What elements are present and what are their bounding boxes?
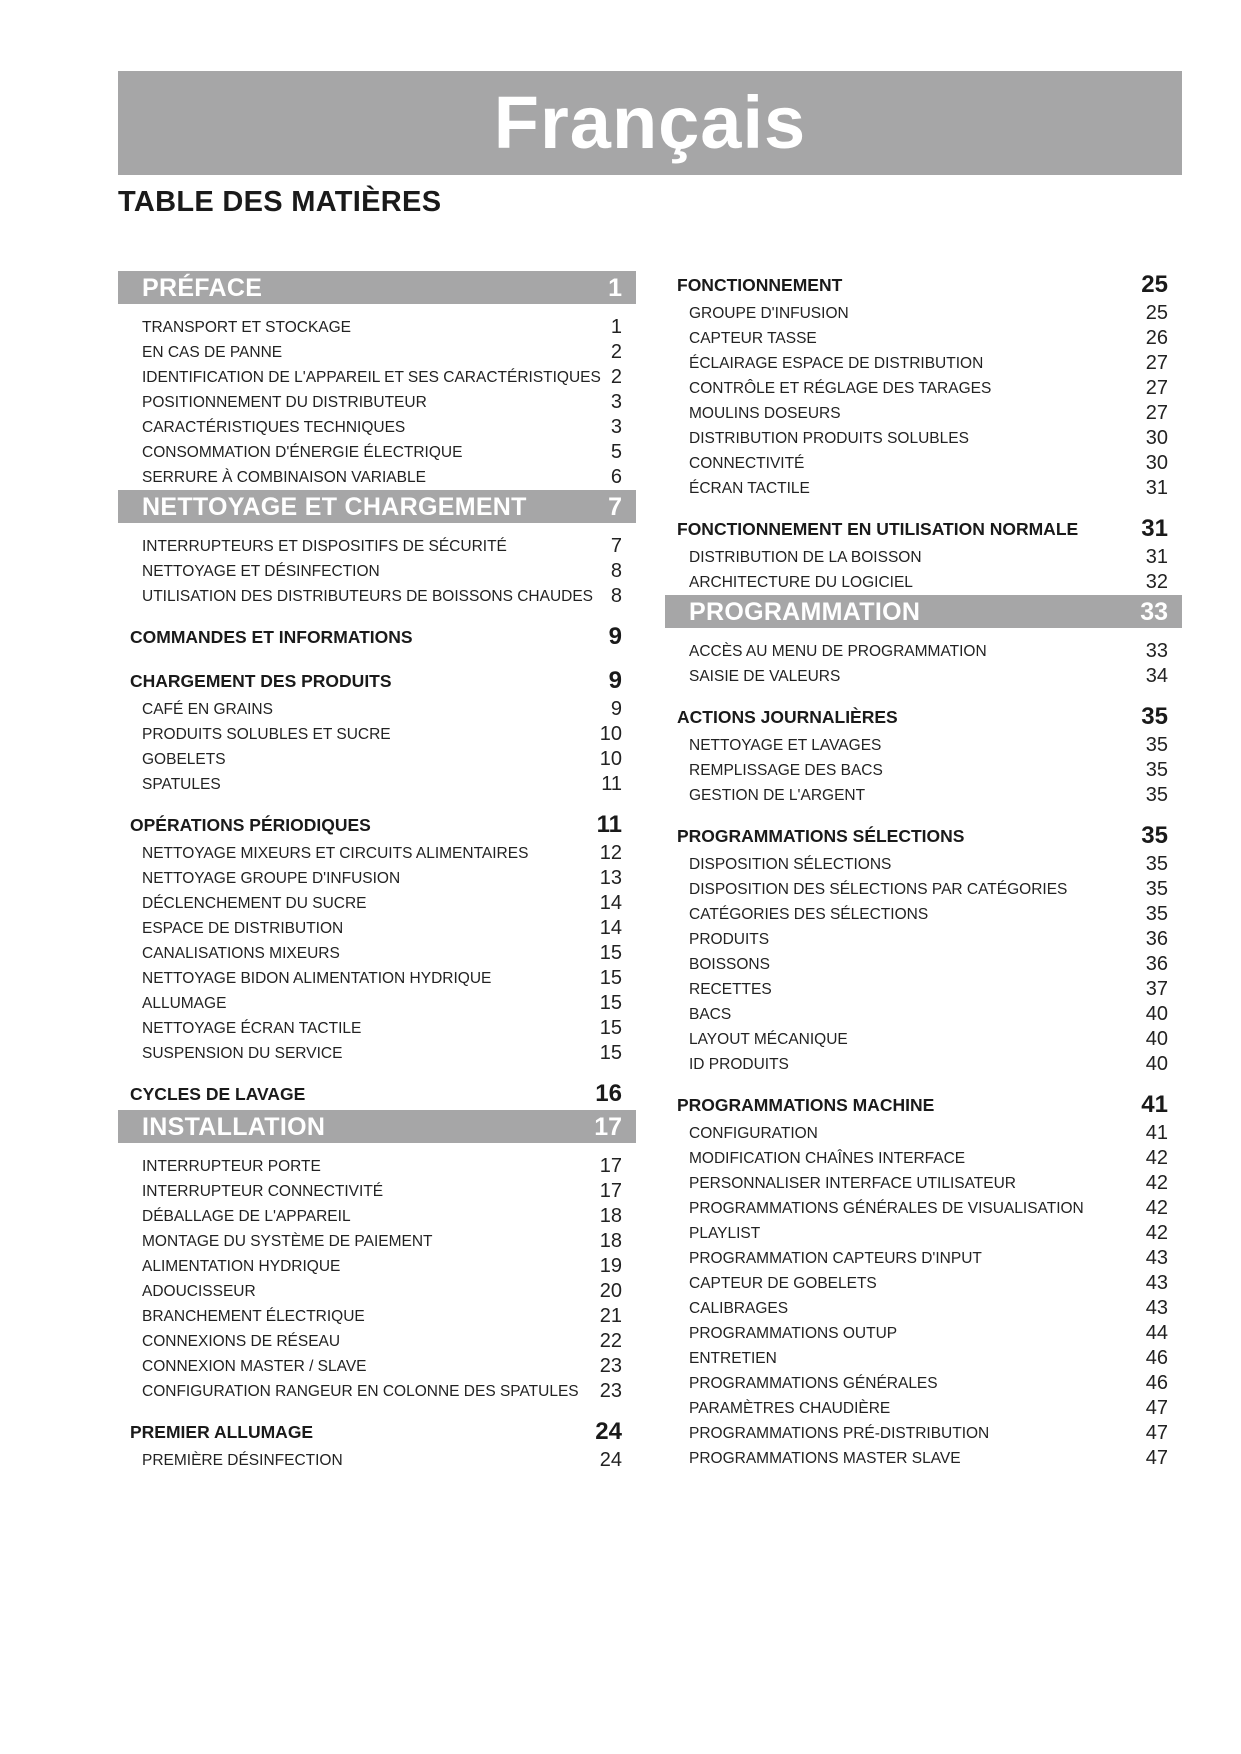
- toc-entry-page-number: 31: [1145, 546, 1168, 568]
- toc-section[interactable]: [118, 271, 636, 304]
- toc-entry-page-number: 15: [599, 942, 622, 964]
- toc-subsection-page-number: 31: [1141, 515, 1168, 542]
- toc-entry-page-number: 40: [1145, 1053, 1168, 1075]
- toc-entry[interactable]: [118, 584, 636, 609]
- toc-entry-label: PROGRAMMATION CAPTEURS D'INPUT: [689, 1250, 982, 1267]
- toc-subsection-page-number: 9: [608, 667, 622, 694]
- toc-subsection-label: PREMIER ALLUMAGE: [130, 1422, 314, 1442]
- toc-entry-label: BACS: [689, 1006, 732, 1023]
- toc-entry-label: MOULINS DOSEURS: [689, 405, 841, 422]
- toc-entry-label: ÉCLAIRAGE ESPACE DE DISTRIBUTION: [689, 355, 984, 372]
- toc-entry[interactable]: [118, 1354, 636, 1379]
- toc-entry[interactable]: [665, 1196, 1182, 1221]
- toc-subsection[interactable]: [665, 1091, 1182, 1121]
- toc-entry[interactable]: [118, 1448, 636, 1473]
- toc-entry-label: CARACTÉRISTIQUES TECHNIQUES: [142, 419, 406, 436]
- toc-entry-page-number: 15: [599, 967, 622, 989]
- toc-entry-page-number: 30: [1145, 452, 1168, 474]
- toc-entry-page-number: 13: [599, 867, 622, 889]
- toc-subsection[interactable]: [118, 1080, 636, 1110]
- toc-entry[interactable]: [665, 1446, 1182, 1471]
- toc-right-column: [665, 271, 1182, 1471]
- toc-entry[interactable]: [665, 1121, 1182, 1146]
- toc-entry-label: ÉCRAN TACTILE: [689, 480, 810, 497]
- toc-subsection[interactable]: [118, 1418, 636, 1448]
- toc-entry-label: DÉCLENCHEMENT DU SUCRE: [142, 895, 367, 912]
- toc-entry[interactable]: [118, 559, 636, 584]
- toc-entry-page-number: 18: [599, 1205, 622, 1227]
- toc-entry-page-number: 40: [1145, 1028, 1168, 1050]
- toc-entry[interactable]: [118, 1041, 636, 1066]
- toc-subsection-page-number: 9: [608, 623, 622, 650]
- toc-entry-label: CAPTEUR TASSE: [689, 330, 817, 347]
- toc-entry-label: DISPOSITION SÉLECTIONS: [689, 856, 892, 873]
- toc-entry[interactable]: [665, 902, 1182, 927]
- toc-entry-label: SUSPENSION DU SERVICE: [142, 1045, 343, 1062]
- toc-entry-page-number: 10: [599, 748, 622, 770]
- toc-entry-label: NETTOYAGE MIXEURS ET CIRCUITS ALIMENTAIRES: [142, 845, 529, 862]
- toc-entry[interactable]: [665, 1002, 1182, 1027]
- toc-entry[interactable]: [118, 1304, 636, 1329]
- toc-entry-label: SERRURE À COMBINAISON VARIABLE: [142, 469, 426, 486]
- toc-entry-label: CONTRÔLE ET RÉGLAGE DES TARAGES: [689, 380, 992, 397]
- toc-entry[interactable]: [665, 426, 1182, 451]
- toc-entry-label: NETTOYAGE ET LAVAGES: [689, 737, 882, 754]
- toc-entry[interactable]: [665, 1346, 1182, 1371]
- toc-entry[interactable]: [118, 747, 636, 772]
- toc-entry-label: CATÉGORIES DES SÉLECTIONS: [689, 906, 929, 923]
- toc-entry-page-number: 11: [601, 773, 622, 795]
- toc-subsection[interactable]: [118, 667, 636, 697]
- toc-entry-label: INTERRUPTEUR PORTE: [142, 1158, 321, 1175]
- toc-entry-page-number: 35: [1145, 784, 1168, 806]
- toc-entry-label: PROGRAMMATIONS MASTER SLAVE: [689, 1450, 961, 1467]
- toc-entry[interactable]: [118, 465, 636, 490]
- toc-entry-label: DISPOSITION DES SÉLECTIONS PAR CATÉGORIES: [689, 881, 1068, 898]
- toc-entry-page-number: 35: [1145, 734, 1168, 756]
- toc-entry-page-number: 35: [1145, 759, 1168, 781]
- toc-subsection[interactable]: [118, 811, 636, 841]
- toc-entry[interactable]: [118, 1204, 636, 1229]
- toc-section-label: PRÉFACE: [142, 274, 263, 302]
- toc-entry-page-number: 10: [599, 723, 622, 745]
- toc-entry[interactable]: [118, 866, 636, 891]
- toc-entry[interactable]: [118, 390, 636, 415]
- toc-entry-page-number: 31: [1145, 477, 1168, 499]
- toc-subsection-label: ACTIONS JOURNALIÈRES: [677, 707, 898, 727]
- toc-entry-page-number: 37: [1145, 978, 1168, 1000]
- toc-section-page-number: 33: [1140, 598, 1168, 626]
- toc-left-column: [118, 271, 636, 1473]
- toc-entry[interactable]: [118, 1154, 636, 1179]
- language-title: Français: [493, 81, 807, 164]
- toc-entry[interactable]: [118, 697, 636, 722]
- toc-entry-label: CONFIGURATION: [689, 1125, 818, 1142]
- toc-entry-label: ADOUCISSEUR: [142, 1283, 256, 1300]
- toc-entry-page-number: 47: [1145, 1397, 1168, 1419]
- toc-entry[interactable]: [665, 1296, 1182, 1321]
- toc-entry-page-number: 43: [1145, 1247, 1168, 1269]
- toc-entry-label: CAFÉ EN GRAINS: [142, 701, 273, 718]
- toc-entry-label: ALLUMAGE: [142, 995, 227, 1012]
- toc-entry[interactable]: [665, 1171, 1182, 1196]
- toc-title: TABLE DES MATIÈRES: [118, 186, 442, 218]
- toc-entry[interactable]: [118, 534, 636, 559]
- toc-entry[interactable]: [118, 1016, 636, 1041]
- toc-entry-label: DISTRIBUTION DE LA BOISSON: [689, 549, 922, 566]
- toc-section-page-number: 1: [608, 274, 622, 302]
- toc-entry-page-number: 22: [599, 1330, 622, 1352]
- toc-entry-page-number: 23: [599, 1355, 622, 1377]
- toc-entry-label: PROGRAMMATIONS OUTUP: [689, 1325, 898, 1342]
- toc-entry-label: TRANSPORT ET STOCKAGE: [142, 319, 352, 336]
- toc-entry[interactable]: [118, 941, 636, 966]
- toc-subsection-label: FONCTIONNEMENT EN UTILISATION NORMALE: [677, 519, 1079, 539]
- toc-entry-page-number: 36: [1145, 953, 1168, 975]
- toc-section[interactable]: [118, 1110, 636, 1143]
- toc-entry-label: BRANCHEMENT ÉLECTRIQUE: [142, 1308, 365, 1325]
- toc-entry-label: SPATULES: [142, 776, 221, 793]
- toc-entry-label: UTILISATION DES DISTRIBUTEURS DE BOISSONS CHAUDES: [142, 588, 594, 605]
- toc-entry[interactable]: [118, 415, 636, 440]
- toc-entry-label: PRODUITS SOLUBLES ET SUCRE: [142, 726, 391, 743]
- toc-entry-label: GESTION DE L'ARGENT: [689, 787, 866, 804]
- toc-entry[interactable]: [665, 401, 1182, 426]
- toc-entry-label: ENTRETIEN: [689, 1350, 777, 1367]
- toc-entry-page-number: 15: [599, 1042, 622, 1064]
- toc-entry[interactable]: [118, 1379, 636, 1404]
- toc-entry-label: CONNEXION MASTER / SLAVE: [142, 1358, 367, 1375]
- toc-section[interactable]: [665, 595, 1182, 628]
- toc-entry[interactable]: [118, 772, 636, 797]
- toc-entry-label: IDENTIFICATION DE L'APPAREIL ET SES CARACTÉRISTIQUES: [142, 369, 601, 386]
- toc-entry-label: MODIFICATION CHAÎNES INTERFACE: [689, 1150, 966, 1167]
- toc-section-page-number: 7: [608, 493, 622, 521]
- toc-entry-page-number: 42: [1145, 1172, 1168, 1194]
- toc-entry[interactable]: [118, 315, 636, 340]
- toc-subsection-label: FONCTIONNEMENT: [677, 275, 843, 295]
- toc-entry-page-number: 14: [599, 892, 622, 914]
- toc-entry[interactable]: [665, 733, 1182, 758]
- toc-entry[interactable]: [665, 1321, 1182, 1346]
- toc-entry-label: NETTOYAGE ÉCRAN TACTILE: [142, 1020, 362, 1037]
- toc-subsection-label: COMMANDES ET INFORMATIONS: [130, 627, 413, 647]
- toc-entry[interactable]: [118, 1179, 636, 1204]
- toc-entry[interactable]: [665, 758, 1182, 783]
- toc-entry-page-number: 42: [1145, 1197, 1168, 1219]
- toc-entry[interactable]: [665, 877, 1182, 902]
- toc-entry[interactable]: [118, 365, 636, 390]
- toc-subsection-label: OPÉRATIONS PÉRIODIQUES: [130, 815, 371, 835]
- toc-entry-page-number: 20: [599, 1280, 622, 1302]
- toc-entry-label: CONNECTIVITÉ: [689, 455, 805, 472]
- toc-entry[interactable]: [665, 639, 1182, 664]
- toc-entry[interactable]: [118, 722, 636, 747]
- toc-entry[interactable]: [665, 664, 1182, 689]
- toc-entry[interactable]: [665, 545, 1182, 570]
- toc-subsection[interactable]: [665, 271, 1182, 301]
- toc-entry-page-number: 35: [1145, 878, 1168, 900]
- toc-entry-label: CONFIGURATION RANGEUR EN COLONNE DES SPATULES: [142, 1383, 579, 1400]
- toc-entry[interactable]: [118, 440, 636, 465]
- toc-subsection-page-number: 11: [596, 811, 622, 838]
- toc-entry-label: DÉBALLAGE DE L'APPAREIL: [142, 1208, 351, 1225]
- toc-entry[interactable]: [665, 852, 1182, 877]
- toc-entry[interactable]: [665, 952, 1182, 977]
- toc-entry-label: SAISIE DE VALEURS: [689, 668, 841, 685]
- toc-entry-label: CONNEXIONS DE RÉSEAU: [142, 1333, 341, 1350]
- toc-entry-label: DISTRIBUTION PRODUITS SOLUBLES: [689, 430, 969, 447]
- toc-entry[interactable]: [665, 1221, 1182, 1246]
- toc-entry-page-number: 41: [1145, 1122, 1168, 1144]
- toc-entry-label: NETTOYAGE BIDON ALIMENTATION HYDRIQUE: [142, 970, 492, 987]
- toc-entry-page-number: 43: [1145, 1272, 1168, 1294]
- toc-section[interactable]: [118, 490, 636, 523]
- toc-entry[interactable]: [665, 1146, 1182, 1171]
- language-banner: [118, 71, 1182, 175]
- toc-entry-page-number: 24: [599, 1449, 622, 1471]
- toc-entry-page-number: 27: [1145, 377, 1168, 399]
- toc-entry-page-number: 17: [599, 1180, 622, 1202]
- toc-entry[interactable]: [118, 1279, 636, 1304]
- toc-entry-label: GOBELETS: [142, 751, 226, 768]
- toc-entry-label: EN CAS DE PANNE: [142, 344, 283, 361]
- toc-entry-label: ALIMENTATION HYDRIQUE: [142, 1258, 341, 1275]
- toc-entry-label: NETTOYAGE GROUPE D'INFUSION: [142, 870, 401, 887]
- toc-entry-page-number: 12: [599, 842, 622, 864]
- toc-entry[interactable]: [665, 570, 1182, 595]
- toc-entry[interactable]: [665, 351, 1182, 376]
- toc-entry-page-number: 5: [610, 441, 622, 463]
- toc-entry-page-number: 14: [599, 917, 622, 939]
- toc-entry-page-number: 2: [610, 366, 622, 388]
- toc-entry[interactable]: [665, 1371, 1182, 1396]
- toc-entry-label: MONTAGE DU SYSTÈME DE PAIEMENT: [142, 1233, 433, 1250]
- toc-entry-page-number: 44: [1145, 1322, 1168, 1344]
- toc-entry-label: ARCHITECTURE DU LOGICIEL: [689, 574, 913, 591]
- toc-entry[interactable]: [118, 1229, 636, 1254]
- toc-subsection-label: PROGRAMMATIONS SÉLECTIONS: [677, 826, 965, 846]
- toc-section-label: INSTALLATION: [142, 1113, 326, 1141]
- toc-entry-label: ACCÈS AU MENU DE PROGRAMMATION: [689, 643, 987, 660]
- toc-entry-page-number: 32: [1145, 571, 1168, 593]
- toc-entry-label: CAPTEUR DE GOBELETS: [689, 1275, 877, 1292]
- toc-entry-page-number: 26: [1145, 327, 1168, 349]
- toc-subsection-page-number: 35: [1141, 822, 1168, 849]
- toc-entry-page-number: 3: [610, 391, 622, 413]
- toc-entry[interactable]: [665, 927, 1182, 952]
- toc-entry[interactable]: [665, 1271, 1182, 1296]
- toc-entry-label: NETTOYAGE ET DÉSINFECTION: [142, 563, 380, 580]
- toc-subsection[interactable]: [665, 515, 1182, 545]
- toc-entry[interactable]: [118, 340, 636, 365]
- toc-entry-page-number: 25: [1145, 302, 1168, 324]
- toc-entry-page-number: 7: [610, 535, 622, 557]
- toc-entry-page-number: 46: [1145, 1347, 1168, 1369]
- toc-subsection-label: PROGRAMMATIONS MACHINE: [677, 1095, 935, 1115]
- toc-subsection-page-number: 25: [1141, 271, 1168, 298]
- toc-entry[interactable]: [118, 1329, 636, 1354]
- toc-entry-page-number: 33: [1145, 640, 1168, 662]
- toc-entry-page-number: 27: [1145, 352, 1168, 374]
- toc-entry-label: PREMIÈRE DÉSINFECTION: [142, 1452, 343, 1469]
- toc-entry-page-number: 1: [610, 316, 622, 338]
- toc-entry-label: INTERRUPTEURS ET DISPOSITIFS DE SÉCURITÉ: [142, 538, 507, 555]
- toc-entry[interactable]: [118, 916, 636, 941]
- toc-entry[interactable]: [118, 841, 636, 866]
- toc-entry-page-number: 35: [1145, 853, 1168, 875]
- toc-entry-page-number: 42: [1145, 1222, 1168, 1244]
- toc-entry-page-number: 8: [610, 560, 622, 582]
- toc-section-label: NETTOYAGE ET CHARGEMENT: [142, 493, 527, 521]
- toc-entry-label: ESPACE DE DISTRIBUTION: [142, 920, 344, 937]
- toc-entry[interactable]: [665, 476, 1182, 501]
- toc-subsection-label: CHARGEMENT DES PRODUITS: [130, 671, 392, 691]
- toc-entry-label: CALIBRAGES: [689, 1300, 789, 1317]
- toc-subsection[interactable]: [118, 623, 636, 653]
- toc-entry[interactable]: [665, 301, 1182, 326]
- toc-entry[interactable]: [118, 966, 636, 991]
- toc-entry-label: POSITIONNEMENT DU DISTRIBUTEUR: [142, 394, 427, 411]
- toc-entry-page-number: 3: [610, 416, 622, 438]
- toc-entry-label: CONSOMMATION D'ÉNERGIE ÉLECTRIQUE: [142, 444, 463, 461]
- toc-entry[interactable]: [665, 1396, 1182, 1421]
- toc-entry-page-number: 18: [599, 1230, 622, 1252]
- toc-entry-page-number: 19: [599, 1255, 622, 1277]
- toc-entry-page-number: 34: [1145, 665, 1168, 687]
- toc-entry[interactable]: [665, 1246, 1182, 1271]
- toc-entry-page-number: 9: [610, 698, 622, 720]
- toc-entry-page-number: 6: [610, 466, 622, 488]
- toc-subsection-page-number: 16: [595, 1080, 622, 1107]
- toc-entry[interactable]: [665, 376, 1182, 401]
- toc-entry-page-number: 40: [1145, 1003, 1168, 1025]
- toc-entry-page-number: 36: [1145, 928, 1168, 950]
- toc-entry[interactable]: [118, 1254, 636, 1279]
- toc-subsection[interactable]: [665, 703, 1182, 733]
- toc-entry-label: BOISSONS: [689, 956, 770, 973]
- toc-entry-page-number: 27: [1145, 402, 1168, 424]
- toc-entry-page-number: 21: [599, 1305, 622, 1327]
- toc-subsection-page-number: 41: [1141, 1091, 1168, 1118]
- toc-entry-label: PROGRAMMATIONS GÉNÉRALES DE VISUALISATION: [689, 1200, 1084, 1217]
- toc-entry-page-number: 23: [599, 1380, 622, 1402]
- toc-subsection-label: CYCLES DE LAVAGE: [130, 1084, 306, 1104]
- toc-entry[interactable]: [665, 977, 1182, 1002]
- toc-entry-page-number: 17: [599, 1155, 622, 1177]
- toc-entry-page-number: 47: [1145, 1422, 1168, 1444]
- toc-entry-label: CANALISATIONS MIXEURS: [142, 945, 340, 962]
- toc-entry-page-number: 35: [1145, 903, 1168, 925]
- toc-entry-page-number: 15: [599, 1017, 622, 1039]
- toc-entry-label: ID PRODUITS: [689, 1056, 789, 1073]
- toc-entry[interactable]: [665, 1421, 1182, 1446]
- toc-entry-label: REMPLISSAGE DES BACS: [689, 762, 883, 779]
- toc-entry-label: PLAYLIST: [689, 1225, 761, 1242]
- toc-entry[interactable]: [118, 891, 636, 916]
- toc-entry[interactable]: [665, 1052, 1182, 1077]
- toc-entry-page-number: 43: [1145, 1297, 1168, 1319]
- toc-entry-label: PROGRAMMATIONS GÉNÉRALES: [689, 1375, 938, 1392]
- toc-subsection-page-number: 24: [595, 1418, 622, 1445]
- toc-subsection-page-number: 35: [1141, 703, 1168, 730]
- toc-entry-page-number: 8: [610, 585, 622, 607]
- toc-entry-page-number: 15: [599, 992, 622, 1014]
- toc-entry[interactable]: [665, 1027, 1182, 1052]
- toc-section-page-number: 17: [594, 1113, 622, 1141]
- toc-subsection[interactable]: [665, 822, 1182, 852]
- toc-entry-label: PARAMÈTRES CHAUDIÈRE: [689, 1400, 891, 1417]
- toc-entry[interactable]: [665, 451, 1182, 476]
- toc-entry[interactable]: [665, 326, 1182, 351]
- toc-entry-label: PRODUITS: [689, 931, 770, 948]
- toc-entry-label: PERSONNALISER INTERFACE UTILISATEUR: [689, 1175, 1016, 1192]
- toc-entry-page-number: 47: [1145, 1447, 1168, 1469]
- toc-entry-label: INTERRUPTEUR CONNECTIVITÉ: [142, 1183, 384, 1200]
- toc-entry-page-number: 2: [610, 341, 622, 363]
- toc-entry-page-number: 46: [1145, 1372, 1168, 1394]
- toc-entry-page-number: 30: [1145, 427, 1168, 449]
- toc-entry[interactable]: [665, 783, 1182, 808]
- toc-entry-page-number: 42: [1145, 1147, 1168, 1169]
- toc-entry-label: PROGRAMMATIONS PRÉ-DISTRIBUTION: [689, 1425, 990, 1442]
- toc-entry[interactable]: [118, 991, 636, 1016]
- toc-entry-label: RECETTES: [689, 981, 772, 998]
- toc-section-label: PROGRAMMATION: [689, 598, 921, 626]
- toc-entry-label: GROUPE D'INFUSION: [689, 305, 849, 322]
- toc-entry-label: LAYOUT MÉCANIQUE: [689, 1031, 848, 1048]
